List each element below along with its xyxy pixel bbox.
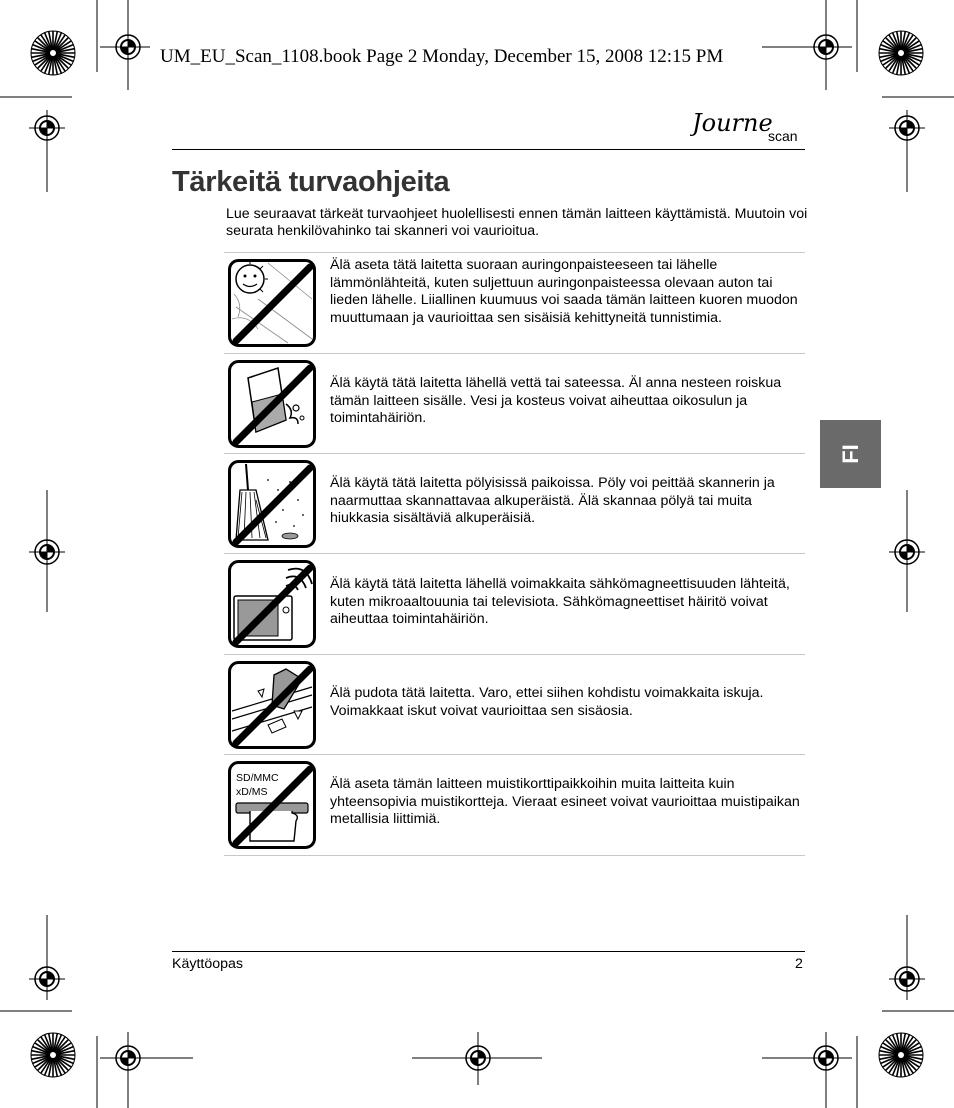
journe-logo-icon xyxy=(690,105,808,151)
safety-item xyxy=(224,252,805,353)
safety-item-text: Älä käytä tätä laitetta pölyisissä paikoissa. Pöly voi peittää skannerin ja naarmuttaa skannattavaa alkuperäistä. Älä skannaa pölyä tai muita hiukkasia sisältäviä alkuperäisiä. xyxy=(330,475,775,526)
safety-item-text: Älä käytä tätä laitetta lähellä vettä tai sateessa. Äl anna nesteen roiskua tämän laitteen sisälle. Vesi ja kosteus voivat aiheuttaa oikosulun ja toimintahäiriön. xyxy=(330,375,782,426)
language-tab-label: FI xyxy=(837,444,863,464)
drop-impact-prohibited-icon xyxy=(228,661,316,749)
brand-logo xyxy=(690,105,808,151)
intro-paragraph: Lue seuraavat tärkeät turvaohjeet huolellisesti ennen tämän laitteen käyttämistä. Muutoin voi seurata henkilövahinko tai skanneri voi vaurioitua. xyxy=(226,206,808,239)
svg-text:xD/MS: xD/MS xyxy=(236,786,268,798)
svg-text:scan: scan xyxy=(768,128,798,144)
memory-card-prohibited-icon xyxy=(228,761,316,849)
sun-heat-prohibited-icon xyxy=(228,259,316,347)
safety-item-text: Älä aseta tämän laitteen muistikorttipaikkoihin muita laitteita kuin yhteensopivia muistikortteja. Vieraat esineet voivat vaurioittaa muistipaikan metallisia liittimiä. xyxy=(330,776,800,827)
safety-item-text: Älä aseta tätä laitetta suoraan auringonpaisteeseen tai lähelle lämmönlähteitä, kuten suljettuun auringonpaisteessa olevaan auton tai lieden lähelle. Liiallinen kuumuus voi saada tämän laitteen kuoren muodon muuttumaan ja vaurioittaa sen sisäisiä kehittyneitä tunnistimia. xyxy=(330,257,798,326)
dust-broom-prohibited-icon xyxy=(228,460,316,548)
safety-item xyxy=(224,553,805,654)
print-header: UM_EU_Scan_1108.book Page 2 Monday, December 15, 2008 12:15 PM xyxy=(160,46,724,67)
electromagnetic-prohibited-icon xyxy=(228,560,316,648)
footer-rule xyxy=(172,951,805,952)
water-spill-prohibited-icon xyxy=(228,360,316,448)
page-number: 2 xyxy=(795,956,803,972)
page-title: Tärkeitä turvaohjeita xyxy=(172,166,450,198)
safety-item xyxy=(224,353,805,454)
safety-item-text: Älä pudota tätä laitetta. Varo, ettei siihen kohdistu voimakkaita iskuja. Voimakkaat iskut voivat vaurioittaa sen sisäosia. xyxy=(330,685,764,719)
header-rule xyxy=(172,149,805,150)
svg-text:SD/MMC: SD/MMC xyxy=(236,772,279,784)
safety-item-text: Älä käytä tätä laitetta lähellä voimakkaita sähkömagneettisuuden lähteitä, kuten mikroaaltouunia tai televisiota. Sähkömagneettiset häiritö voivat aiheuttaa toimintahäiriön. xyxy=(330,576,790,627)
safety-item xyxy=(224,654,805,755)
footer-label: Käyttöopas xyxy=(172,956,243,972)
svg-text:Journe: Journe xyxy=(692,109,773,137)
language-tab xyxy=(820,420,881,488)
safety-item xyxy=(224,453,805,554)
safety-item xyxy=(224,754,805,856)
